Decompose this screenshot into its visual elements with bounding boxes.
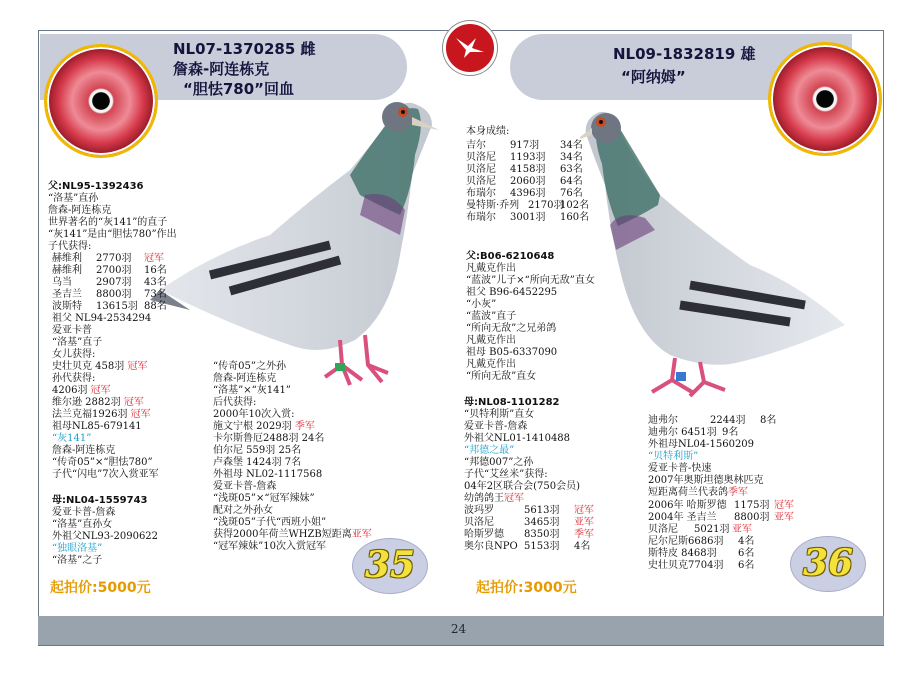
left-sire-line: 子代获得: (48, 241, 92, 252)
sire-line: 祖母 B05-6337090 (466, 347, 558, 358)
race-name: 布瑞尔 (466, 188, 496, 199)
award: 亚军 (351, 529, 372, 540)
pedigree-line: 子代“闪电”7次入赏亚军 (52, 469, 159, 480)
race-name: 迪弗尔 (648, 415, 678, 426)
middle-line: 后代获得: (213, 397, 257, 408)
pedigree-line: 爱亚卡普-快速 (648, 463, 712, 474)
lot-number: 36 (802, 542, 854, 584)
champion-text: 短距离荷兰代表鸽 (648, 487, 728, 498)
race-place: 亚军 (774, 512, 794, 523)
race-name: 乌当 (52, 277, 72, 288)
race-birds: 2700羽 (96, 265, 132, 276)
left-sire-header: 父:NL95-1392436 (48, 181, 144, 192)
left-nickname: “胆怯780”回血 (183, 80, 295, 98)
left-middle-column (213, 361, 372, 553)
pedigree-line (52, 397, 159, 409)
dam-line: “贝特利斯”直女 (464, 409, 535, 420)
middle-result (213, 421, 372, 433)
race-birds: 2060羽 (510, 176, 546, 187)
race-birds: 3001羽 (510, 212, 546, 223)
middle-result (213, 529, 372, 541)
race-place: 亚军 (574, 517, 594, 528)
pedigree-line (52, 361, 159, 373)
pedigree-line: 孙代获得: (52, 373, 96, 384)
sire-line: “蓝波”直子 (466, 311, 517, 322)
race-place: 160名 (560, 212, 590, 223)
left-breed: 詹森-阿连栋克 (173, 60, 270, 78)
race-place: 34名 (560, 140, 583, 151)
pedigree-line: “传奇05”×“胆怯780” (52, 457, 153, 468)
award: 季军 (294, 421, 315, 432)
race-birds: 2770羽 (96, 253, 132, 264)
pedigree-line: 祖母NL85-679141 (52, 421, 142, 432)
dam-grandsire-name: “邦德之最” (464, 445, 515, 456)
pedigree-line (648, 487, 763, 499)
race-place: 102名 (560, 200, 590, 211)
race-text: 斯特皮 8468羽 (648, 548, 717, 559)
sire-line: 凡戴克作出 (466, 359, 516, 370)
race-name: 贝洛尼 (464, 517, 494, 528)
award: 冠军 (123, 397, 144, 408)
middle-result: 伯尔尼 559羽 25名 (213, 445, 302, 456)
race-place: 43名 (144, 277, 167, 288)
pedigree-line: “洛基”直子 (52, 337, 103, 348)
left-eye-photo (44, 44, 158, 158)
race-birds: 8350羽 (524, 529, 560, 540)
race-name: 贝洛尼 (466, 176, 496, 187)
dove-icon (454, 34, 486, 60)
dam-line: 外祖父NL93-2090622 (52, 531, 159, 542)
left-dam-block (52, 495, 158, 567)
left-sire-pedigree (52, 313, 159, 481)
race-name: 贝洛尼 (648, 524, 678, 535)
sire-line: 凡戴克作出 (466, 263, 516, 274)
race-place: 冠军 (574, 505, 594, 516)
left-sire-line: 詹森-阿连栋克 (48, 205, 112, 216)
award: 冠军 (90, 385, 111, 396)
race-birds: 5021羽 (694, 524, 730, 535)
pedigree-line (52, 409, 159, 421)
right-sire-header: 父:B06-6210648 (466, 251, 555, 262)
middle-line: 外祖母 NL02-1117568 (213, 469, 323, 480)
race-name: 赫维利 (52, 253, 82, 264)
race-place: 6名 (738, 548, 755, 559)
race-birds: 5153羽 (524, 541, 560, 552)
race-place: 8名 (760, 415, 777, 426)
middle-result: 卢森堡 1424羽 7名 (213, 457, 302, 468)
left-start-price: 起拍价:5000元 (50, 580, 151, 596)
race-place: 88名 (144, 301, 167, 312)
dam-line: “洛基”之子 (52, 555, 103, 566)
award: 季军 (728, 487, 748, 498)
dam-line: 子代“艾丝米”获得: (464, 469, 548, 480)
award: 冠军 (130, 409, 151, 420)
race-text: 史壮贝克7704羽 (648, 560, 724, 571)
middle-line: 爱亚卡普-詹森 (213, 481, 277, 492)
middle-line: “冠军辣妹”10次入赏冠军 (213, 541, 326, 552)
right-ring-number: NL09-1832819 雄 (613, 45, 756, 63)
race-birds: 8800羽 (96, 289, 132, 300)
grandmother-name: “灰141” (52, 433, 92, 444)
race-place: 64名 (560, 176, 583, 187)
right-col-pedigree (648, 439, 763, 499)
race-birds: 5613羽 (524, 505, 560, 516)
race-name: 哈斯罗德 (464, 529, 504, 540)
race-name: 迪弗尔 6451羽 (648, 427, 717, 438)
dam-line: “邦德007”之孙 (464, 457, 534, 468)
race-place: 73名 (144, 289, 167, 300)
race-birds: 3465羽 (524, 517, 560, 528)
daughter-result: 史壮贝克 458羽 (52, 361, 125, 372)
sire-line: “蓝波”儿子×“所向无敌”直女 (466, 275, 595, 286)
race-name: 吉尔 (466, 140, 486, 151)
pedigree-line: 詹森-阿连栋克 (52, 445, 116, 456)
grandmother-name: “贝特利斯” (648, 451, 699, 462)
award: 冠军 (127, 361, 148, 372)
pedigree-line: 2007年奥斯坦德奥林匹克 (648, 475, 764, 486)
race-birds: 4396羽 (510, 188, 546, 199)
right-own-header: 本身成绩: (466, 126, 510, 137)
race-place: 冠军 (774, 500, 794, 511)
race-birds: 4158羽 (510, 164, 546, 175)
club-logo (443, 21, 497, 75)
right-start-price: 起拍价:3000元 (476, 580, 577, 596)
race-name: 2006年 哈斯罗德 (648, 500, 727, 511)
race-place: 4名 (738, 536, 755, 547)
race-place: 34名 (560, 152, 583, 163)
left-ring-number: NL07-1370285 雌 (173, 40, 316, 58)
race-name: 曼特斯·乔列 (466, 200, 520, 211)
sire-line: 祖父 B96-6452295 (466, 287, 558, 298)
race-birds: 917羽 (510, 140, 540, 151)
race-place: 季军 (574, 529, 594, 540)
middle-line: “浅斑05”×“冠军辣妹” (213, 493, 315, 504)
dam-line: 04年2区联合会(750会员) (464, 481, 580, 492)
race-birds: 8800羽 (734, 512, 770, 523)
middle-line: “浅斑05”子代“西班小姐” (213, 517, 327, 528)
left-sire-line: 世界著名的“灰141”的直子 (48, 217, 168, 228)
race-place: 76名 (560, 188, 583, 199)
race-name: 圣吉兰 (52, 289, 82, 300)
race-birds: 2170羽 (528, 200, 564, 211)
race-birds: 1193羽 (510, 152, 546, 163)
page-number: 24 (450, 622, 467, 636)
champion-text: 幼鸽鸽王 (464, 493, 504, 504)
result-text: 获得2000年荷兰WHZB短距离 (213, 529, 352, 540)
dam-line: 爱亚卡普-詹森 (52, 507, 116, 518)
pedigree-line (52, 385, 159, 397)
pedigree-line: 祖父 NL94-2534294 (52, 313, 152, 324)
race-name: 贝洛尼 (466, 164, 496, 175)
right-dam-header: 母:NL08-1101282 (464, 397, 560, 408)
left-sire-line: “洛基”直孙 (48, 193, 99, 204)
race-name: 2004年 圣吉兰 (648, 512, 717, 523)
left-lot-badge (352, 538, 428, 594)
race-name: 贝洛尼 (466, 152, 496, 163)
race-place: 16名 (144, 265, 167, 276)
middle-line: 配对之外孙女 (213, 505, 273, 516)
race-place: 6名 (738, 560, 755, 571)
pedigree-line: 女儿获得: (52, 349, 96, 360)
sire-line: “所向无敌”直女 (466, 371, 537, 382)
dam-grandsire-name: “独眼洛基” (52, 543, 103, 554)
race-birds: 13615羽 (96, 301, 138, 312)
race-birds: 1175羽 (734, 500, 770, 511)
lot-number: 35 (364, 544, 416, 586)
dam-line (464, 493, 580, 505)
middle-line: 2000年10次入赏: (213, 409, 295, 420)
race-birds: 2907羽 (96, 277, 132, 288)
left-dam-header: 母:NL04-1559743 (52, 495, 148, 506)
left-sire-line: “灰141”是由“胆怯780”作出 (48, 229, 177, 240)
race-place: 63名 (560, 164, 583, 175)
dam-line: “洛基”直孙女 (52, 519, 113, 530)
left-pigeon-photo (150, 95, 445, 395)
race-name: 赫维利 (52, 265, 82, 276)
right-nickname: “阿纳姆” (621, 68, 686, 86)
pedigree-line: 外祖母NL04-1560209 (648, 439, 755, 450)
race-name: 波斯特 (52, 301, 82, 312)
race-birds: 2244羽 (710, 415, 746, 426)
race-place: 冠军 (144, 253, 164, 264)
sire-line: “所向无敌”之兄弟鸽 (466, 323, 557, 334)
right-sire-block (466, 251, 595, 383)
sire-line: 凡戴克作出 (466, 335, 516, 346)
award: 冠军 (504, 493, 524, 504)
race-name: 奥尔良NPO (464, 541, 518, 552)
right-lot-badge (790, 536, 866, 592)
middle-line: “传奇05”之外孙 (213, 361, 286, 372)
race-text: 尼尔尼斯6686羽 (648, 536, 724, 547)
grandchild-result: 4206羽 (52, 385, 88, 396)
race-place: 9名 (722, 427, 739, 438)
race-name: 布瑞尔 (466, 212, 496, 223)
race-place: 4名 (574, 541, 591, 552)
race-name: 波玛罗 (464, 505, 494, 516)
middle-line: 詹森-阿连栋克 (213, 373, 277, 384)
dam-line: 外祖父NL01-1410488 (464, 433, 571, 444)
dam-line: 爱亚卡普-詹森 (464, 421, 528, 432)
pedigree-line: 爱亚卡普 (52, 325, 92, 336)
grandchild-result: 维尔逊 2882羽 (52, 397, 121, 408)
race-place: 亚军 (732, 524, 752, 535)
sire-line: “小灰” (466, 299, 497, 310)
middle-result: 卡尔斯鲁厄2488羽 24名 (213, 433, 325, 444)
grandchild-result: 法兰克福1926羽 (52, 409, 128, 420)
right-pigeon-photo (580, 100, 850, 400)
middle-line: “洛基”×“灰141” (213, 385, 291, 396)
result-text: 施文宁根 2029羽 (213, 421, 292, 432)
right-dam-block (464, 397, 580, 505)
left-sire-block (48, 181, 177, 253)
